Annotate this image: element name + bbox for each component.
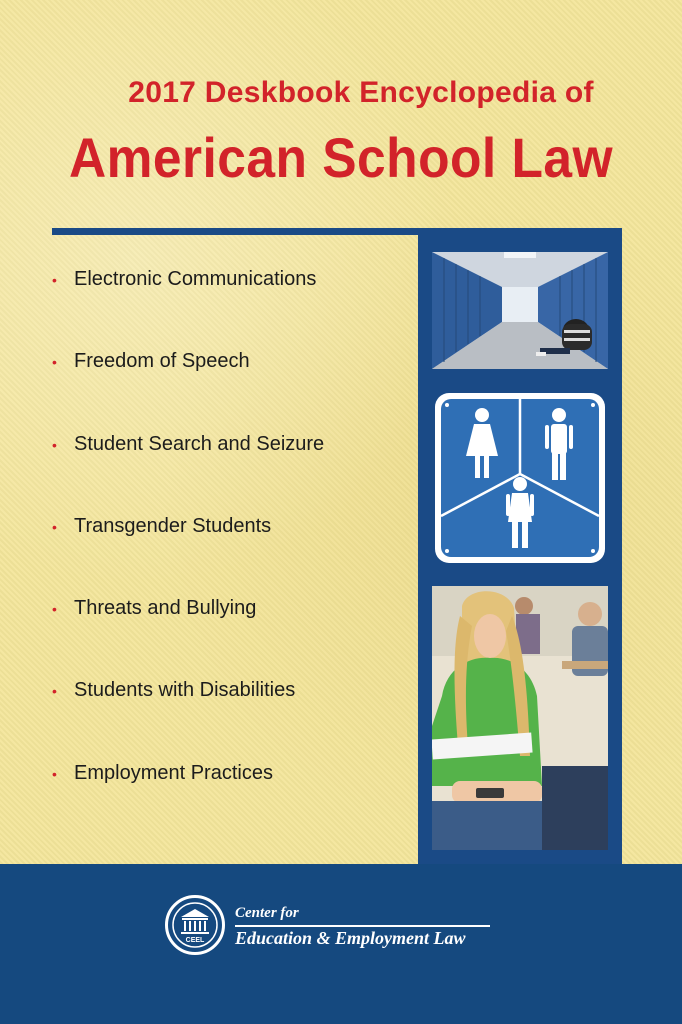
bullet-icon: • — [52, 601, 57, 618]
topic-list — [52, 268, 324, 844]
topic-label: Employment Practices — [74, 761, 273, 784]
topic-item — [52, 433, 324, 515]
topic-item — [52, 679, 324, 761]
publisher-rule — [235, 925, 490, 927]
hallway-photo — [432, 252, 608, 369]
bullet-icon: • — [52, 518, 57, 535]
topic-item — [52, 268, 324, 350]
title-line-2: American School Law — [68, 126, 614, 189]
topic-label: Threats and Bullying — [74, 597, 257, 620]
topic-label: Electronic Communications — [74, 268, 317, 290]
ceel-seal-icon — [165, 895, 225, 955]
title-line-1: 2017 Deskbook Encyclopedia of — [128, 76, 594, 109]
topic-item — [52, 515, 324, 597]
publisher-line-2: Education & Employment Law — [235, 928, 466, 948]
topic-label: Freedom of Speech — [74, 350, 250, 373]
bullet-icon: • — [52, 354, 57, 371]
restroom-sign-image — [432, 390, 608, 566]
bullet-icon: • — [52, 683, 57, 700]
bullet-icon: • — [52, 436, 57, 453]
bullet-icon: • — [52, 272, 57, 288]
bullet-icon: • — [52, 765, 57, 782]
topic-label: Student Search and Seizure — [74, 432, 325, 455]
topic-item — [52, 762, 324, 844]
logo-monogram: CEEL — [185, 937, 205, 944]
topic-item — [52, 350, 324, 432]
student-phone-photo — [432, 586, 608, 850]
topic-label: Transgender Students — [74, 514, 272, 537]
publisher-logo — [165, 895, 495, 961]
publisher-line-1: Center for — [235, 905, 299, 921]
topic-item — [52, 597, 324, 679]
topic-label: Students with Disabilities — [74, 679, 296, 702]
